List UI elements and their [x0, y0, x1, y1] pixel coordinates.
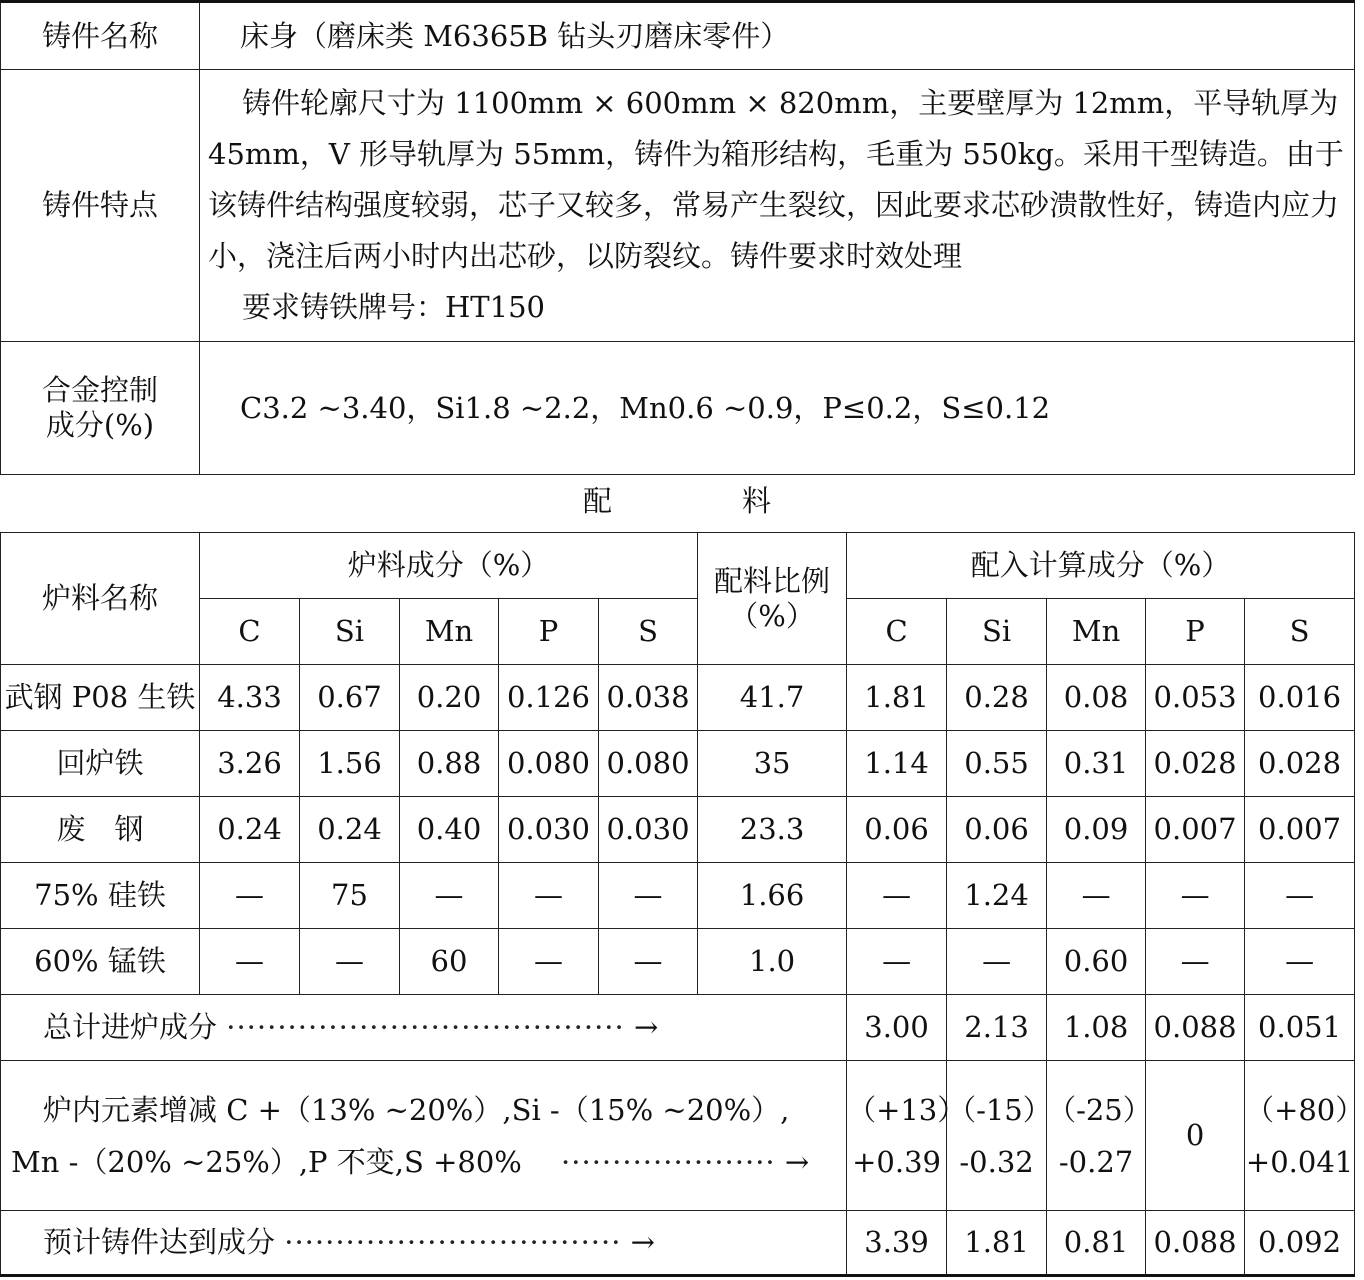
calc-cell: 0.028 — [1245, 731, 1355, 797]
table-row — [1, 929, 1355, 995]
change-line1: 炉内元素增减 C +（13% ~20%）,Si -（15% ~20%）, — [43, 1092, 790, 1127]
charge-cell: 0.038 — [599, 665, 698, 731]
change-bottom: +0.39 — [852, 1144, 941, 1179]
change-bottom: -0.27 — [1058, 1144, 1134, 1179]
expected-dots: ································· — [284, 1225, 622, 1260]
features-cell — [200, 70, 1355, 342]
alloy-label-line1: 合金控制 — [41, 373, 158, 408]
calc-cell: 1.81 — [847, 665, 947, 731]
calc-cell: 0.08 — [1047, 665, 1146, 731]
header-ratio-line1: 配料比例 — [714, 563, 831, 598]
calc-cell: 0.28 — [947, 665, 1047, 731]
change-top: （-25） — [1047, 1092, 1152, 1127]
casting-info-table — [0, 0, 1355, 475]
expected-cell: 0.088 — [1146, 1211, 1245, 1276]
change-top: （+80） — [1245, 1092, 1364, 1127]
expected-cell: 0.81 — [1047, 1211, 1146, 1276]
charge-cell: — — [300, 929, 400, 995]
change-line2-wrap — [11, 1136, 846, 1188]
calc-cell: 0.60 — [1047, 929, 1146, 995]
change-row — [1, 1061, 1355, 1211]
calc-cell: 0.007 — [1245, 797, 1355, 863]
row-name: 回炉铁 — [1, 731, 200, 797]
calc-cell: 0.007 — [1146, 797, 1245, 863]
charge-cell: 1.56 — [300, 731, 400, 797]
charge-cell: — — [599, 929, 698, 995]
calc-cell: — — [1047, 863, 1146, 929]
alloy-value: C3.2 ~3.40，Si1.8 ~2.2，Mn0.6 ~0.9，P≤0.2，S≤0.12 — [200, 342, 1355, 475]
calc-cell: 0.09 — [1047, 797, 1146, 863]
charge-cell: 0.67 — [300, 665, 400, 731]
total-cell: 3.00 — [847, 995, 947, 1061]
charge-cell: 0.030 — [599, 797, 698, 863]
casting-name-label: 铸件名称 — [1, 2, 200, 70]
change-bottom: +0.041 — [1245, 1144, 1354, 1179]
calc-element-si: Si — [947, 599, 1047, 665]
row-name: 75% 硅铁 — [1, 863, 200, 929]
row-name: 废 钢 — [1, 797, 200, 863]
change-top: （+13） — [847, 1092, 967, 1127]
grade-requirement: 要求铸铁牌号：HT150 — [242, 290, 545, 324]
header-ratio — [698, 533, 847, 665]
charge-element-mn: Mn — [400, 599, 499, 665]
row-name: 武钢 P08 生铁 — [1, 665, 200, 731]
total-cell: 0.051 — [1245, 995, 1355, 1061]
change-cell-c — [847, 1061, 967, 1211]
features-label: 铸件特点 — [1, 70, 200, 342]
features-paragraph: 铸件轮廓尺寸为 1100mm × 600mm × 820mm，主要壁厚为 12mm，平导轨厚为 45mm，V 形导轨厚为 55mm，铸件为箱形结构，毛重为 550kg。采用干型铸造。由于该铸件结构强度较弱，芯子又较多，常易产生裂纹，因此要求芯砂溃散性好，铸造内应力小，浇注后两小时内出芯砂，以防裂纹。铸件要求时效处理 — [208, 86, 1344, 273]
ratio-cell: 1.66 — [698, 863, 847, 929]
calc-cell: — — [1245, 929, 1355, 995]
ratio-cell: 23.3 — [698, 797, 847, 863]
calc-cell: — — [847, 929, 947, 995]
change-label-cell — [1, 1061, 847, 1211]
change-cell-p: 0 — [1146, 1061, 1245, 1211]
header-charge-name: 炉料名称 — [1, 533, 200, 665]
calc-cell: — — [847, 863, 947, 929]
change-bottom: -0.32 — [959, 1144, 1034, 1179]
calc-cell: 1.24 — [947, 863, 1047, 929]
alloy-label — [1, 342, 200, 475]
expected-cell: 0.092 — [1245, 1211, 1355, 1276]
calc-cell: 0.55 — [947, 731, 1047, 797]
table-row — [1, 731, 1355, 797]
calc-cell: 1.14 — [847, 731, 947, 797]
charge-cell: 0.20 — [400, 665, 499, 731]
table-row — [1, 665, 1355, 731]
calc-cell: 0.31 — [1047, 731, 1146, 797]
charge-element-c: C — [200, 599, 300, 665]
section-title-left: 配 — [582, 483, 612, 518]
charge-cell: — — [400, 863, 499, 929]
charge-element-si: Si — [300, 599, 400, 665]
charge-cell: 0.24 — [200, 797, 300, 863]
section-title — [0, 466, 1354, 532]
charge-cell: — — [200, 863, 300, 929]
charge-cell: 0.080 — [499, 731, 599, 797]
charge-element-s: S — [599, 599, 698, 665]
charge-cell: 3.26 — [200, 731, 300, 797]
calc-cell: — — [1245, 863, 1355, 929]
table-row — [1, 863, 1355, 929]
batching-table — [0, 532, 1364, 1277]
calc-cell: — — [1146, 929, 1245, 995]
calc-cell: 0.06 — [947, 797, 1047, 863]
header-charge-composition: 炉料成分（%） — [200, 533, 698, 599]
expected-cell: 3.39 — [847, 1211, 947, 1276]
total-row — [1, 995, 1355, 1061]
charge-cell: 4.33 — [200, 665, 300, 731]
change-top: （-15） — [947, 1092, 1052, 1127]
charge-cell: 0.080 — [599, 731, 698, 797]
header-ratio-line2: （%） — [729, 598, 815, 633]
total-cell: 0.088 — [1146, 995, 1245, 1061]
ratio-cell: 41.7 — [698, 665, 847, 731]
expected-row — [1, 1211, 1355, 1276]
calc-element-p: P — [1146, 599, 1245, 665]
charge-cell: — — [499, 863, 599, 929]
calc-cell: 0.028 — [1146, 731, 1245, 797]
expected-label: 预计铸件达到成分 — [43, 1225, 276, 1260]
total-cell: 1.08 — [1047, 995, 1146, 1061]
header-calc-composition: 配入计算成分（%） — [847, 533, 1355, 599]
section-title-right: 料 — [742, 483, 772, 518]
expected-cell: 1.81 — [947, 1211, 1047, 1276]
calc-element-s: S — [1245, 599, 1355, 665]
total-label: 总计进炉成分 — [43, 1010, 218, 1045]
change-arrow: → — [784, 1144, 810, 1179]
change-cell-si — [947, 1061, 1052, 1211]
change-line2: Mn -（20% ~25%）,P 不变,S +80% — [11, 1144, 522, 1179]
calc-cell: — — [1146, 863, 1245, 929]
calc-cell: 0.053 — [1146, 665, 1245, 731]
calc-element-mn: Mn — [1047, 599, 1146, 665]
calc-cell: 0.06 — [847, 797, 947, 863]
charge-cell: 0.030 — [499, 797, 599, 863]
charge-cell: — — [200, 929, 300, 995]
calc-cell: — — [947, 929, 1047, 995]
alloy-label-line2: 成分(%) — [45, 408, 155, 442]
expected-label-cell — [1, 1211, 847, 1276]
total-arrow: → — [633, 1010, 659, 1045]
charge-cell: 0.88 — [400, 731, 499, 797]
row-name: 60% 锰铁 — [1, 929, 200, 995]
expected-arrow: → — [630, 1225, 655, 1260]
total-cell: 2.13 — [947, 995, 1047, 1061]
ratio-cell: 35 — [698, 731, 847, 797]
charge-cell: 0.40 — [400, 797, 499, 863]
charge-cell: 0.126 — [499, 665, 599, 731]
ratio-cell: 1.0 — [698, 929, 847, 995]
table-row — [1, 797, 1355, 863]
charge-element-p: P — [499, 599, 599, 665]
change-cell-mn — [1047, 1061, 1152, 1211]
charge-cell: 0.24 — [300, 797, 400, 863]
calc-element-c: C — [847, 599, 947, 665]
change-cell-s — [1245, 1061, 1364, 1211]
charge-cell: — — [599, 863, 698, 929]
total-label-cell — [1, 995, 847, 1061]
calc-cell: 0.016 — [1245, 665, 1355, 731]
total-dots: ······································· — [226, 1010, 625, 1045]
charge-cell: 75 — [300, 863, 400, 929]
charge-cell: — — [499, 929, 599, 995]
casting-name-value: 床身（磨床类 M6365B 钻头刃磨床零件） — [200, 2, 1355, 70]
change-dots: ····················· — [561, 1144, 776, 1179]
charge-cell: 60 — [400, 929, 499, 995]
